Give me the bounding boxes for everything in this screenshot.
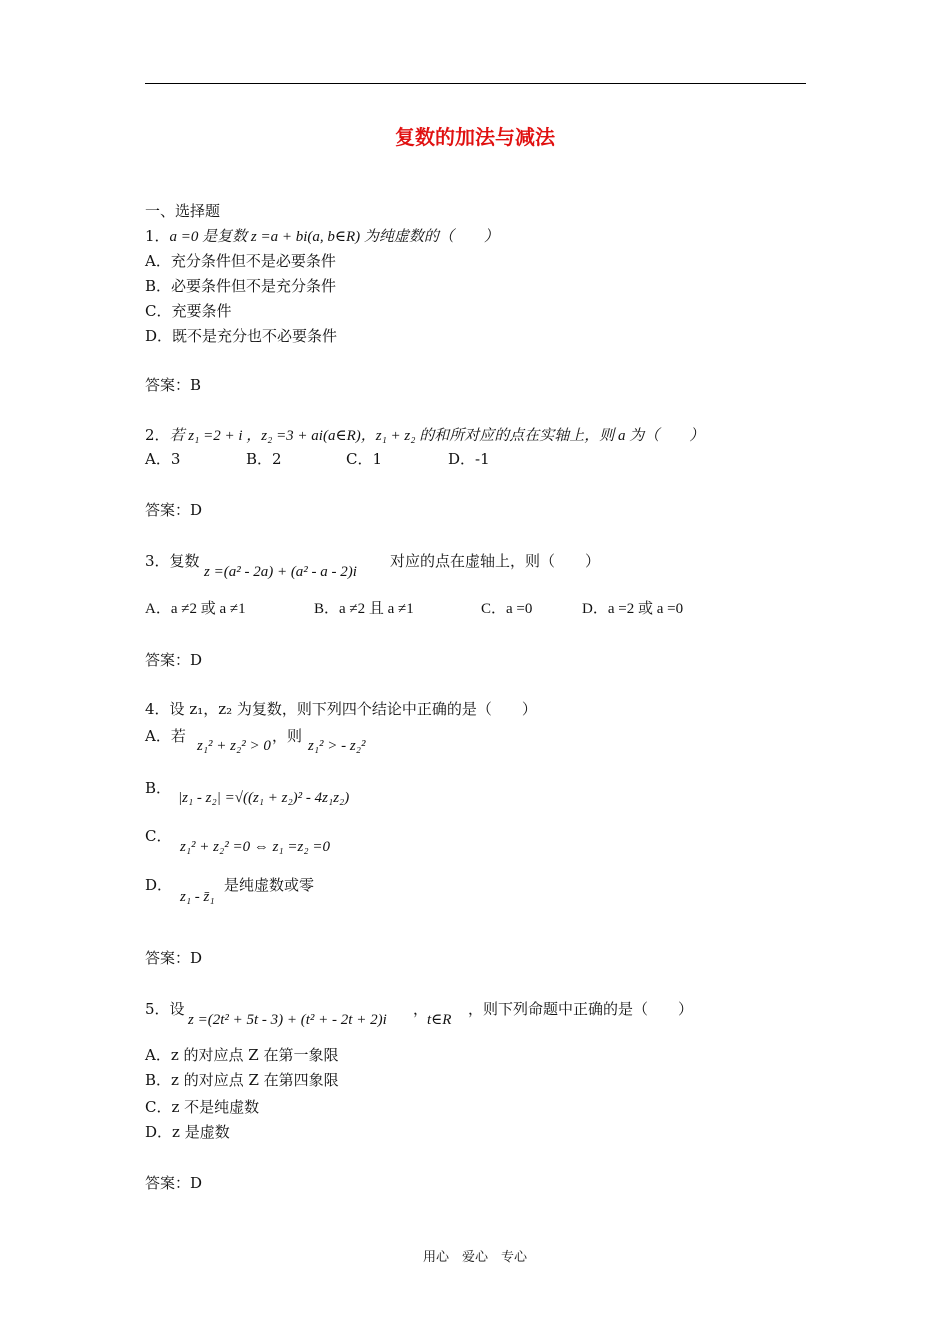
option-c: C．充要条件 (145, 302, 232, 320)
option-a: A．a ≠2 或 a ≠1 (145, 601, 246, 617)
option-d-label: D． (145, 876, 173, 894)
question-2-text: 若 z₁ =2 + i ，z₂ =3 + ai(a∈R)，z₁ + z₂ 的和所对应的点在实轴上，则 a 为（ ） (169, 428, 705, 444)
option-b: B．必要条件但不是充分条件 (145, 277, 337, 295)
question-3-prefix: 复数 (169, 552, 200, 570)
option-c: C．a =0 (481, 601, 533, 617)
question-5-prefix: 设 (169, 1000, 185, 1018)
option-b: B．z 的对应点 Z 在第四象限 (145, 1071, 339, 1089)
question-number: 2． (145, 426, 170, 444)
option-b: B．a ≠2 且 a ≠1 (314, 601, 414, 617)
answer-3: 答案：D (145, 651, 203, 669)
answer-1: 答案：B (145, 376, 202, 394)
answer-2: 答案：D (145, 501, 203, 519)
option-c-formula: z₁² + z₂² =0 ⇔ z₁ =z₂ =0 (180, 839, 330, 855)
page-title: 复数的加法与减法 (395, 125, 555, 149)
option-b-formula: |z₁ - z₂| =√((z₁ + z₂)² - 4z₁z₂) (178, 790, 350, 806)
question-5-formula: z =(2t² + 5t - 3) + (t² + - 2t + 2)i (188, 1012, 387, 1028)
question-3-stem-end: 对应的点在虚轴上，则（ ） (390, 552, 601, 570)
option-c: C．z 不是纯虚数 (145, 1098, 260, 1116)
option-a-label: A．若 (145, 727, 186, 745)
question-3-stem-start (145, 552, 200, 570)
question-4-text: 设 z₁，z₂ 为复数，则下列四个结论中正确的是（ ） (169, 700, 537, 718)
option-c-label: C． (145, 827, 172, 845)
option-a: A．3 (145, 450, 181, 468)
question-1-formula: a =0 是复数 z =a + bi(a, b∈R) 为纯虚数的（ ） (169, 229, 499, 245)
question-5-formula-2: t∈R (427, 1012, 452, 1028)
question-5-stem-start (145, 1000, 185, 1018)
answer-4: 答案：D (145, 949, 203, 967)
question-4-stem (145, 700, 537, 718)
option-b-label: B． (145, 779, 172, 797)
question-1-stem (145, 227, 499, 246)
question-number: 3． (145, 552, 170, 570)
question-3-formula: z =(a² - 2a) + (a² - a - 2)i (204, 564, 357, 580)
question-number: 5． (145, 1000, 170, 1018)
option-a: A．充分条件但不是必要条件 (145, 252, 336, 270)
option-c: C．1 (346, 450, 383, 468)
option-d-formula: z₁ - z̄₁ (180, 889, 215, 905)
page-footer: 用心 爱心 专心 (422, 1250, 527, 1265)
option-d: D．既不是充分也不必要条件 (145, 327, 338, 345)
option-b: B．2 (246, 450, 282, 468)
section-heading: 一、选择题 (145, 202, 221, 220)
question-number: 4． (145, 700, 170, 718)
option-d: D．-1 (448, 450, 490, 468)
option-a-formula-2: z₁² > - z₂² (308, 738, 366, 754)
question-5-comma: ， (413, 1000, 429, 1018)
question-number: 1． (145, 227, 170, 245)
answer-5: 答案：D (145, 1174, 203, 1192)
option-a-then: ，则 (272, 727, 303, 745)
option-a-formula: z₁² + z₂² > 0 (197, 738, 271, 754)
option-d: D．z 是虚数 (145, 1123, 230, 1141)
option-d: D．a =2 或 a =0 (582, 601, 684, 617)
question-5-stem-end: ，则下列命题中正确的是（ ） (468, 1000, 694, 1018)
question-2-stem (145, 426, 704, 445)
header-rule (145, 83, 806, 84)
option-a: A．z 的对应点 Z 在第一象限 (145, 1046, 339, 1064)
option-d-text: 是纯虚数或零 (224, 876, 315, 894)
